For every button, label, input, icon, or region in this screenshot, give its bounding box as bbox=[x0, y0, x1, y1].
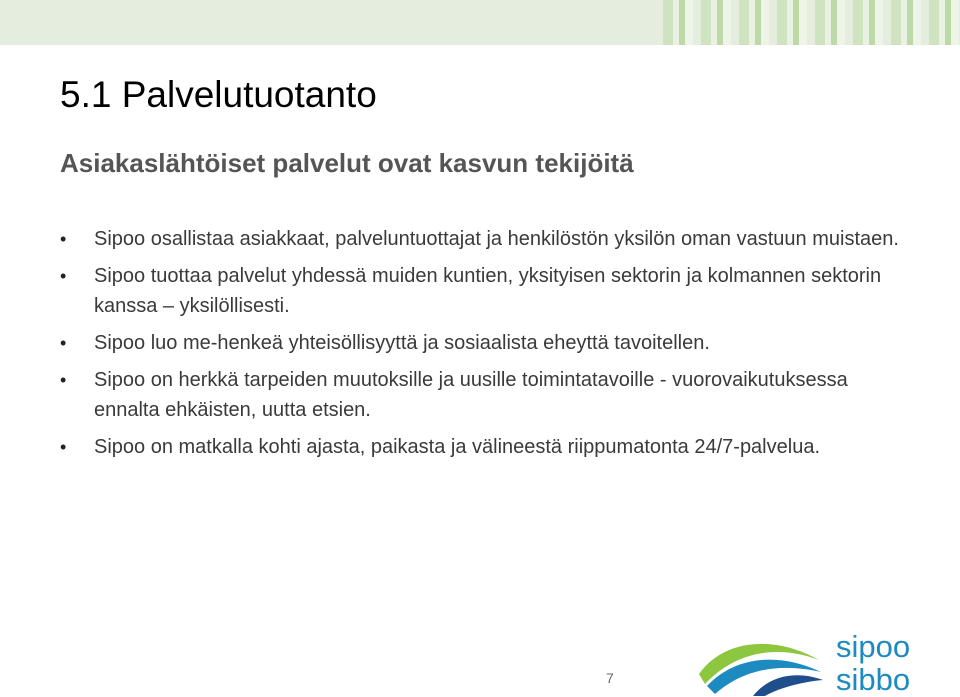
slide-title: 5.1 Palvelutuotanto bbox=[60, 74, 377, 115]
logo-text-sibbo: sibbo bbox=[836, 662, 911, 697]
bullet-text: Sipoo on matkalla kohti ajasta, paikasta ja välineestä riippumatonta 24/7-palvelua. bbox=[94, 436, 820, 458]
bullet-text: Sipoo luo me-henkeä yhteisöllisyyttä ja sosiaalista eheyttä tavoitellen. bbox=[94, 332, 710, 354]
bullet-icon: • bbox=[60, 229, 67, 249]
bullet-item bbox=[60, 328, 910, 358]
band-stripes bbox=[655, 0, 960, 45]
bullet-list bbox=[60, 224, 910, 469]
bullet-item bbox=[60, 261, 910, 321]
bullet-text: Sipoo tuottaa palvelut yhdessä muiden kuntien, yksityisen sektorin ja kolmannen sektorin kanssa – yksilöllisesti. bbox=[94, 265, 882, 317]
band-solid bbox=[0, 0, 655, 45]
top-decorative-band bbox=[0, 0, 960, 45]
bullet-icon: • bbox=[60, 437, 67, 457]
bullet-icon: • bbox=[60, 370, 67, 390]
bullet-icon: • bbox=[60, 333, 67, 353]
logo-wordmark bbox=[836, 630, 910, 696]
sipoo-wave-logo-icon bbox=[695, 634, 825, 696]
bullet-item bbox=[60, 432, 910, 462]
page-number: 7 bbox=[606, 670, 614, 686]
bullet-item bbox=[60, 365, 910, 425]
logo-text-sipoo: sipoo bbox=[836, 629, 911, 664]
slide-subtitle: Asiakaslähtöiset palvelut ovat kasvun tekijöitä bbox=[60, 148, 634, 178]
bullet-icon: • bbox=[60, 266, 67, 286]
bullet-text: Sipoo on herkkä tarpeiden muutoksille ja uusille toimintatavoille - vuorovaikutuksessa ennalta ehkäisten, uutta etsien. bbox=[94, 369, 848, 421]
bullet-item bbox=[60, 224, 910, 254]
sipoo-logo bbox=[695, 628, 935, 697]
bullet-text: Sipoo osallistaa asiakkaat, palveluntuottajat ja henkilöstön yksilön oman vastuun muistaen. bbox=[94, 228, 899, 250]
